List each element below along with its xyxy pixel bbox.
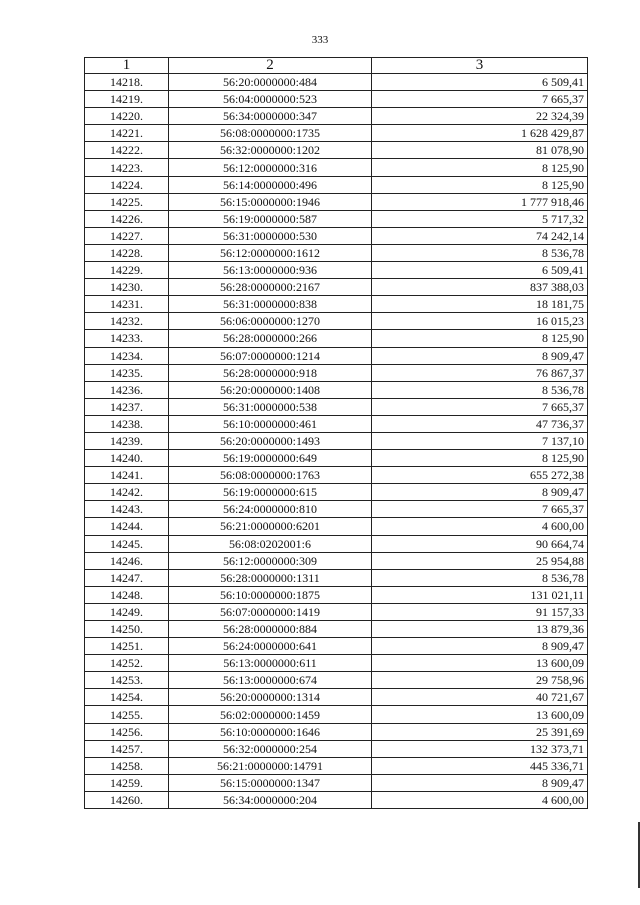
table-row: [85, 159, 588, 176]
row-number-cell: 14243.: [85, 501, 169, 518]
table-row: [85, 638, 588, 655]
cadastral-number-cell: 56:24:0000000:810: [169, 501, 372, 518]
row-number-cell: 14238.: [85, 415, 169, 432]
registry-table: [84, 57, 588, 809]
table-row: [85, 176, 588, 193]
amount-cell: 8 125,90: [372, 159, 588, 176]
amount-cell: 8 125,90: [372, 176, 588, 193]
table-row: [85, 364, 588, 381]
cadastral-number-cell: 56:28:0000000:266: [169, 330, 372, 347]
cadastral-number-cell: 56:15:0000000:1347: [169, 774, 372, 791]
row-number-cell: 14245.: [85, 535, 169, 552]
cadastral-number-cell: 56:31:0000000:538: [169, 398, 372, 415]
amount-cell: 7 137,10: [372, 432, 588, 449]
cadastral-number-cell: 56:13:0000000:611: [169, 655, 372, 672]
row-number-cell: 14255.: [85, 706, 169, 723]
cadastral-number-cell: 56:28:0000000:1311: [169, 569, 372, 586]
cadastral-number-cell: 56:21:0000000:6201: [169, 518, 372, 535]
amount-cell: 131 021,11: [372, 586, 588, 603]
amount-cell: 1 628 429,87: [372, 125, 588, 142]
cadastral-number-cell: 56:28:0000000:884: [169, 621, 372, 638]
amount-cell: 7 665,37: [372, 398, 588, 415]
table-row: [85, 467, 588, 484]
table-row: [85, 347, 588, 364]
table-body: [85, 74, 588, 809]
row-number-cell: 14257.: [85, 740, 169, 757]
amount-cell: 8 909,47: [372, 774, 588, 791]
table-row: [85, 210, 588, 227]
table-row: [85, 774, 588, 791]
cadastral-number-cell: 56:12:0000000:1612: [169, 244, 372, 261]
row-number-cell: 14228.: [85, 244, 169, 261]
cadastral-number-cell: 56:08:0000000:1735: [169, 125, 372, 142]
row-number-cell: 14225.: [85, 193, 169, 210]
row-number-cell: 14246.: [85, 552, 169, 569]
row-number-cell: 14260.: [85, 791, 169, 808]
row-number-cell: 14248.: [85, 586, 169, 603]
table-row: [85, 125, 588, 142]
row-number-cell: 14256.: [85, 723, 169, 740]
amount-cell: 76 867,37: [372, 364, 588, 381]
row-number-cell: 14235.: [85, 364, 169, 381]
column-header-3: 3: [372, 58, 588, 74]
row-number-cell: 14244.: [85, 518, 169, 535]
row-number-cell: 14258.: [85, 757, 169, 774]
row-number-cell: 14226.: [85, 210, 169, 227]
cadastral-number-cell: 56:14:0000000:496: [169, 176, 372, 193]
table-row: [85, 279, 588, 296]
amount-cell: 4 600,00: [372, 791, 588, 808]
amount-cell: 445 336,71: [372, 757, 588, 774]
table-row: [85, 655, 588, 672]
column-header-2: 2: [169, 58, 372, 74]
row-number-cell: 14237.: [85, 398, 169, 415]
amount-cell: 81 078,90: [372, 142, 588, 159]
cadastral-number-cell: 56:13:0000000:936: [169, 262, 372, 279]
amount-cell: 8 536,78: [372, 569, 588, 586]
cadastral-number-cell: 56:34:0000000:347: [169, 108, 372, 125]
table-row: [85, 74, 588, 91]
amount-cell: 16 015,23: [372, 313, 588, 330]
table-row: [85, 603, 588, 620]
table-row: [85, 569, 588, 586]
row-number-cell: 14222.: [85, 142, 169, 159]
table-row: [85, 586, 588, 603]
cadastral-number-cell: 56:12:0000000:309: [169, 552, 372, 569]
amount-cell: 8 536,78: [372, 381, 588, 398]
amount-cell: 8 909,47: [372, 347, 588, 364]
amount-cell: 8 125,90: [372, 330, 588, 347]
amount-cell: 4 600,00: [372, 518, 588, 535]
cadastral-number-cell: 56:31:0000000:838: [169, 296, 372, 313]
table-row: [85, 262, 588, 279]
amount-cell: 91 157,33: [372, 603, 588, 620]
table-row: [85, 552, 588, 569]
table-row: [85, 108, 588, 125]
amount-cell: 132 373,71: [372, 740, 588, 757]
row-number-cell: 14223.: [85, 159, 169, 176]
row-number-cell: 14252.: [85, 655, 169, 672]
table-row: [85, 723, 588, 740]
table-header-row: [85, 58, 588, 74]
table-row: [85, 142, 588, 159]
table-row: [85, 398, 588, 415]
row-number-cell: 14220.: [85, 108, 169, 125]
table-row: [85, 432, 588, 449]
row-number-cell: 14242.: [85, 484, 169, 501]
table-row: [85, 672, 588, 689]
cadastral-number-cell: 56:07:0000000:1214: [169, 347, 372, 364]
row-number-cell: 14250.: [85, 621, 169, 638]
cadastral-number-cell: 56:32:0000000:254: [169, 740, 372, 757]
row-number-cell: 14233.: [85, 330, 169, 347]
row-number-cell: 14224.: [85, 176, 169, 193]
row-number-cell: 14249.: [85, 603, 169, 620]
cadastral-number-cell: 56:08:0202001:6: [169, 535, 372, 552]
table-row: [85, 313, 588, 330]
table-row: [85, 450, 588, 467]
table-row: [85, 484, 588, 501]
table-row: [85, 706, 588, 723]
cadastral-number-cell: 56:19:0000000:649: [169, 450, 372, 467]
amount-cell: 40 721,67: [372, 689, 588, 706]
amount-cell: 13 600,09: [372, 655, 588, 672]
table-row: [85, 381, 588, 398]
cadastral-number-cell: 56:28:0000000:918: [169, 364, 372, 381]
table-row: [85, 689, 588, 706]
table-row: [85, 740, 588, 757]
amount-cell: 5 717,32: [372, 210, 588, 227]
amount-cell: 7 665,37: [372, 91, 588, 108]
amount-cell: 1 777 918,46: [372, 193, 588, 210]
amount-cell: 6 509,41: [372, 74, 588, 91]
amount-cell: 25 954,88: [372, 552, 588, 569]
amount-cell: 837 388,03: [372, 279, 588, 296]
row-number-cell: 14230.: [85, 279, 169, 296]
row-number-cell: 14221.: [85, 125, 169, 142]
table-row: [85, 518, 588, 535]
cadastral-number-cell: 56:20:0000000:484: [169, 74, 372, 91]
cadastral-number-cell: 56:02:0000000:1459: [169, 706, 372, 723]
table-row: [85, 244, 588, 261]
amount-cell: 13 879,36: [372, 621, 588, 638]
amount-cell: 8 909,47: [372, 638, 588, 655]
row-number-cell: 14218.: [85, 74, 169, 91]
row-number-cell: 14232.: [85, 313, 169, 330]
amount-cell: 22 324,39: [372, 108, 588, 125]
amount-cell: 18 181,75: [372, 296, 588, 313]
cadastral-number-cell: 56:10:0000000:1646: [169, 723, 372, 740]
cadastral-number-cell: 56:10:0000000:1875: [169, 586, 372, 603]
amount-cell: 8 536,78: [372, 244, 588, 261]
cadastral-number-cell: 56:12:0000000:316: [169, 159, 372, 176]
cadastral-number-cell: 56:24:0000000:641: [169, 638, 372, 655]
column-header-1: 1: [85, 58, 169, 74]
row-number-cell: 14259.: [85, 774, 169, 791]
amount-cell: 90 664,74: [372, 535, 588, 552]
amount-cell: 8 909,47: [372, 484, 588, 501]
row-number-cell: 14231.: [85, 296, 169, 313]
cadastral-number-cell: 56:06:0000000:1270: [169, 313, 372, 330]
table-row: [85, 330, 588, 347]
row-number-cell: 14219.: [85, 91, 169, 108]
amount-cell: 29 758,96: [372, 672, 588, 689]
table-row: [85, 227, 588, 244]
row-number-cell: 14227.: [85, 227, 169, 244]
amount-cell: 6 509,41: [372, 262, 588, 279]
row-number-cell: 14234.: [85, 347, 169, 364]
row-number-cell: 14241.: [85, 467, 169, 484]
table-row: [85, 296, 588, 313]
amount-cell: 13 600,09: [372, 706, 588, 723]
cadastral-number-cell: 56:20:0000000:1408: [169, 381, 372, 398]
table-row: [85, 91, 588, 108]
page-number: 333: [311, 34, 329, 46]
cadastral-number-cell: 56:34:0000000:204: [169, 791, 372, 808]
cadastral-number-cell: 56:08:0000000:1763: [169, 467, 372, 484]
table-row: [85, 501, 588, 518]
cadastral-number-cell: 56:10:0000000:461: [169, 415, 372, 432]
cadastral-number-cell: 56:15:0000000:1946: [169, 193, 372, 210]
cadastral-number-cell: 56:31:0000000:530: [169, 227, 372, 244]
table-row: [85, 193, 588, 210]
cadastral-number-cell: 56:21:0000000:14791: [169, 757, 372, 774]
cadastral-number-cell: 56:20:0000000:1493: [169, 432, 372, 449]
row-number-cell: 14251.: [85, 638, 169, 655]
amount-cell: 655 272,38: [372, 467, 588, 484]
row-number-cell: 14254.: [85, 689, 169, 706]
row-number-cell: 14236.: [85, 381, 169, 398]
table-row: [85, 415, 588, 432]
row-number-cell: 14239.: [85, 432, 169, 449]
row-number-cell: 14240.: [85, 450, 169, 467]
amount-cell: 74 242,14: [372, 227, 588, 244]
cadastral-number-cell: 56:28:0000000:2167: [169, 279, 372, 296]
cadastral-number-cell: 56:19:0000000:615: [169, 484, 372, 501]
amount-cell: 7 665,37: [372, 501, 588, 518]
table-row: [85, 757, 588, 774]
row-number-cell: 14253.: [85, 672, 169, 689]
cadastral-number-cell: 56:19:0000000:587: [169, 210, 372, 227]
row-number-cell: 14229.: [85, 262, 169, 279]
table-row: [85, 791, 588, 808]
table-row: [85, 621, 588, 638]
cadastral-number-cell: 56:07:0000000:1419: [169, 603, 372, 620]
cadastral-number-cell: 56:04:0000000:523: [169, 91, 372, 108]
amount-cell: 25 391,69: [372, 723, 588, 740]
table-row: [85, 535, 588, 552]
cadastral-number-cell: 56:13:0000000:674: [169, 672, 372, 689]
row-number-cell: 14247.: [85, 569, 169, 586]
cadastral-number-cell: 56:32:0000000:1202: [169, 142, 372, 159]
amount-cell: 8 125,90: [372, 450, 588, 467]
cadastral-number-cell: 56:20:0000000:1314: [169, 689, 372, 706]
amount-cell: 47 736,37: [372, 415, 588, 432]
